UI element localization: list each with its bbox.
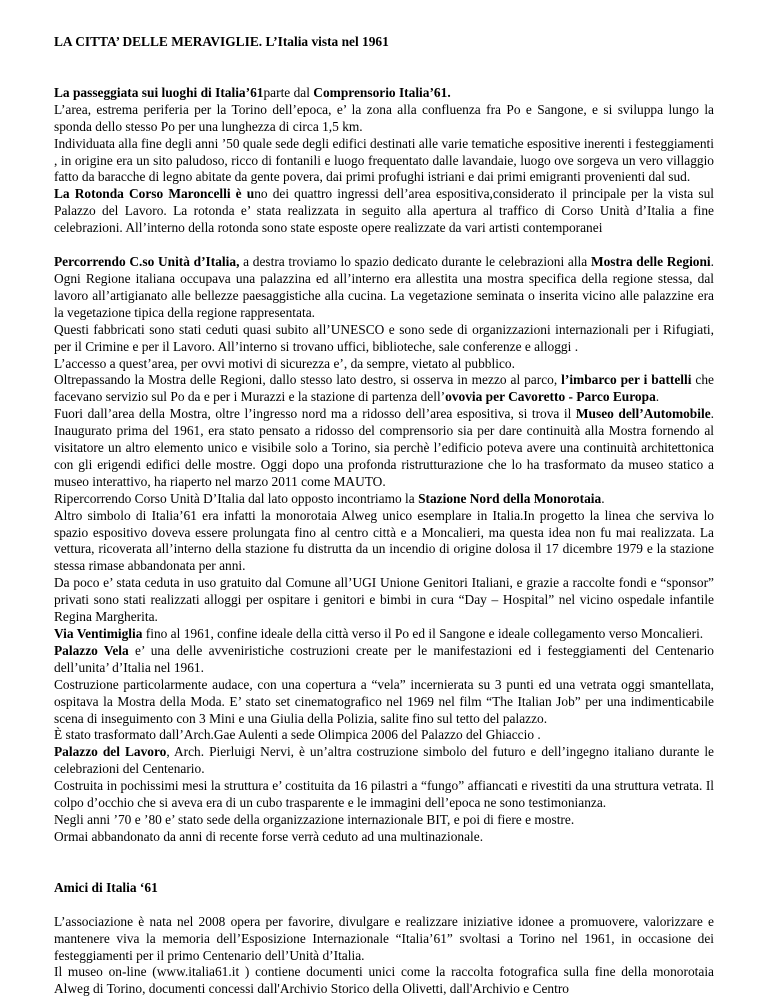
spacer [54,237,714,254]
regioni-bold-1: Percorrendo C.so Unità d’Italia, [54,254,240,270]
regioni-text-2: . Ogni Regione italiana occupava una palazzina ed all’interno era allestita una mostra specifica della regione stessa, dal lavoro all’artigianato alle bellezze paesaggistiche alla cucina. La vegetazione seminata o inserita vicino alle palazzine era la vegetazione tipica della regione rappresentata. [54,254,715,320]
intro-lead [54,85,714,102]
paragraph-abbandonato: Ormai abbandonato da anni di recente forse verrà ceduto ad una multinazionale. [54,828,484,844]
regioni-text-1: a destra troviamo lo spazio dedicato durante le celebrazioni alla [239,254,591,270]
paragraph-ugi: Da poco e’ stata ceduta in uso gratuito dal Comune all’UGI Unione Genitori Italiani, e grazie a raccolte fondi e “sponsor” privati sono stati realizzati alloggi per ospitare i genitori e bimbi in cura “Day – Hospital” nel vicino ospedale infantile Regina Margherita. [54,575,714,625]
battelli-bold-2: ovovia per Cavoretto - Parco Europa [445,389,656,405]
lavoro-text: , Arch. Pierluigi Nervi, è un’altra costruzione simbolo del futuro e dell’ingegno italiano durante le celebrazioni del Centenario. [54,744,715,777]
paragraph-museo [54,406,714,491]
amici-heading: Amici di Italia ‘61 [54,879,158,895]
document-page [54,34,714,998]
lead-text-1: parte dal [263,84,314,100]
stazione-text-2: . [601,490,605,506]
rotonda-text: no dei quattro ingressi dell’area espositiva,considerato il principale per la vista sul Palazzo del Lavoro. La rotonda e’ stata realizzata in seguito alla apertura al traffico di Corso Unità d’Italia a fine celebrazioni. All’interno della rotonda sono state esposte opere realizzate da vari artisti contemporanei [54,186,714,236]
paragraph-regioni [54,254,714,322]
paragraph-pilastri: Costruita in pochissimi mesi la struttura e’ costituita da 16 pilastri a “fungo” affiancati e rivestiti da una struttura vetrata. Il colpo d’occhio che si aveva era di un cubo trasparente e le immagini dell’epoca ne sono testimonianza. [54,778,714,811]
museo-text-2: . Inaugurato prima del 1961, era stato pensato a ridosso del comprensorio sia per dare continuità alla Mostra fornendo al visitatore un altro elemento unico e visibile solo a Torino, sia perchè l’edificio poteva avere una continuità architettonica con gli erigendi edifici delle mostre. Oggi dopo una profonda ristrutturazione che lo ha trasformato da museo statico a museo interattivo, ha riaperto nel marzo 2011 come MAUTO. [54,406,714,489]
stazione-bold-1: Stazione Nord della Monorotaia [418,490,602,506]
museo-bold-1: Museo dell’Automobile [575,406,711,422]
regioni-bold-2: Mostra delle Regioni [590,254,711,270]
paragraph-battelli [54,372,714,406]
spacer [54,846,714,880]
rotonda-bold: La Rotonda Corso Maroncelli è u [54,186,255,202]
battelli-bold-1: l’imbarco per i battelli [561,372,692,388]
ventimiglia-bold: Via Ventimiglia [54,626,143,641]
museo-text-1: Fuori dall’area della Mostra, oltre l’ingresso nord ma a ridosso dell’area espositiva, si trova il [54,406,576,422]
paragraph-area: L’area, estrema periferia per la Torino dell’epoca, e’ la zona alla confluenza fra Po e Sangone, e si sviluppa lungo la sponda dello stesso Po per una lunghezza di circa 1,5 km. [54,101,714,134]
vela-bold: Palazzo Vela [54,642,129,658]
section-heading-amici [54,880,714,897]
paragraph-museo-online: Il museo on-line (www.italia61.it ) contiene documenti unici come la raccolta fotografica sulla fine della monorotaia Alweg di Torino, documenti concessi dall'Archivio Storico della Olivetti, dall'Archivio e Centro [54,964,714,997]
paragraph-bit: Negli anni ’70 e ’80 e’ stato sede della organizzazione internazionale BIT, e poi di fiere e mostre. [54,811,575,827]
paragraph-associazione: L’associazione è nata nel 2008 opera per favorire, divulgare e realizzare iniziative idonee a promuovere, valorizzare e mantenere viva la memoria dell’Esposizione Internazionale “Italia’61” svoltasi a Torino nel 1961, in occasione dei festeggiamenti per il primo Centenario dell’Unità d’Italia. [54,913,714,963]
battelli-text-3: . [655,389,660,405]
paragraph-history: Individuata alla fine degli anni ’50 quale sede degli edifici destinati alle varie tematiche espositive inerenti i festeggiamenti , in origine era un sito paludoso, ricco di fontanili e luogo frequentato dalle lavandaie, luogo ove sorgeva un vero villaggio fatto da baracche di legno abitate da gente povera, dai primi profughi istriani e dai primi emigranti provenienti dal sud. [54,135,714,185]
paragraph-aulenti: È stato trasformato dall’Arch.Gae Aulenti a sede Olimpica 2006 del Palazzo del Ghiaccio . [54,727,541,743]
stazione-text-1: Ripercorrendo Corso Unità D’Italia dal lato opposto incontriamo la [54,490,419,506]
battelli-text-1: Oltrepassando la Mostra delle Regioni, dallo stesso lato destro, si osserva in mezzo al parco, [54,372,562,388]
battelli-text-2: che facevano servizio sul Po da e per i Murazzi e la stazione di partenza dell’ [54,372,714,405]
lead-bold-1: La passeggiata sui luoghi di Italia’61 [54,84,264,100]
paragraph-unesco: Questi fabbricati sono stati ceduti quasi subito all’UNESCO e sono sede di organizzazioni internazionali per i Rifugiati, per il Crimine e per il Lavoro. All’interno si trovano uffici, biblioteche, sale conferenze e alloggi . [54,321,714,354]
paragraph-stazione [54,491,714,508]
document-title: LA CITTA’ DELLE MERAVIGLIE. L’Italia vista nel 1961 [54,34,389,49]
paragraph-ventimiglia [54,626,714,643]
ventimiglia-text: fino al 1961, confine ideale della città verso il Po ed il Sangone e ideale collegamento verso Moncalieri. [142,626,704,641]
paragraph-lavoro [54,744,714,778]
vela-text: e’ una delle avveniristiche costruzioni create per le manifestazioni ed i festeggiamenti del Centenario dell’unita’ d’Italia nel 1961. [54,642,715,675]
paragraph-monorotaia: Altro simbolo di Italia’61 era infatti la monorotaia Alweg unico esemplare in Italia.In progetto la linea che serviva lo spazio espositivo doveva essere prolungata fino al centro città e a Moncalieri, ma questa idea non fu mai realizzata. La vettura, ricoverata all’interno della stazione fu distrutta da un incendio di origine dolosa il 17 dicembre 1979 e la stazione stessa rimase abbandonata per anni. [54,507,714,574]
lavoro-bold: Palazzo del Lavoro [54,744,167,760]
paragraph-vela [54,643,714,677]
paragraph-access: L’accesso a quest’area, per ovvi motivi di sicurezza e’, da sempre, vietato al pubblico. [54,355,515,371]
paragraph-moda: Costruzione particolarmente audace, con una copertura a “vela” incernierata su 3 punti ed una vetrata oggi smantellata, ospitava la Mostra della Moda. E’ stato set cinematografico nel 1969 nel film “The Italian Job” per una indimenticabile scena di inseguimento con 3 Mini e una Giulia della Polizia, salite fino sul tetto del palazzo. [54,676,714,726]
lead-bold-2: Comprensorio Italia’61. [313,84,451,100]
spacer [54,897,714,914]
paragraph-rotonda [54,186,714,237]
